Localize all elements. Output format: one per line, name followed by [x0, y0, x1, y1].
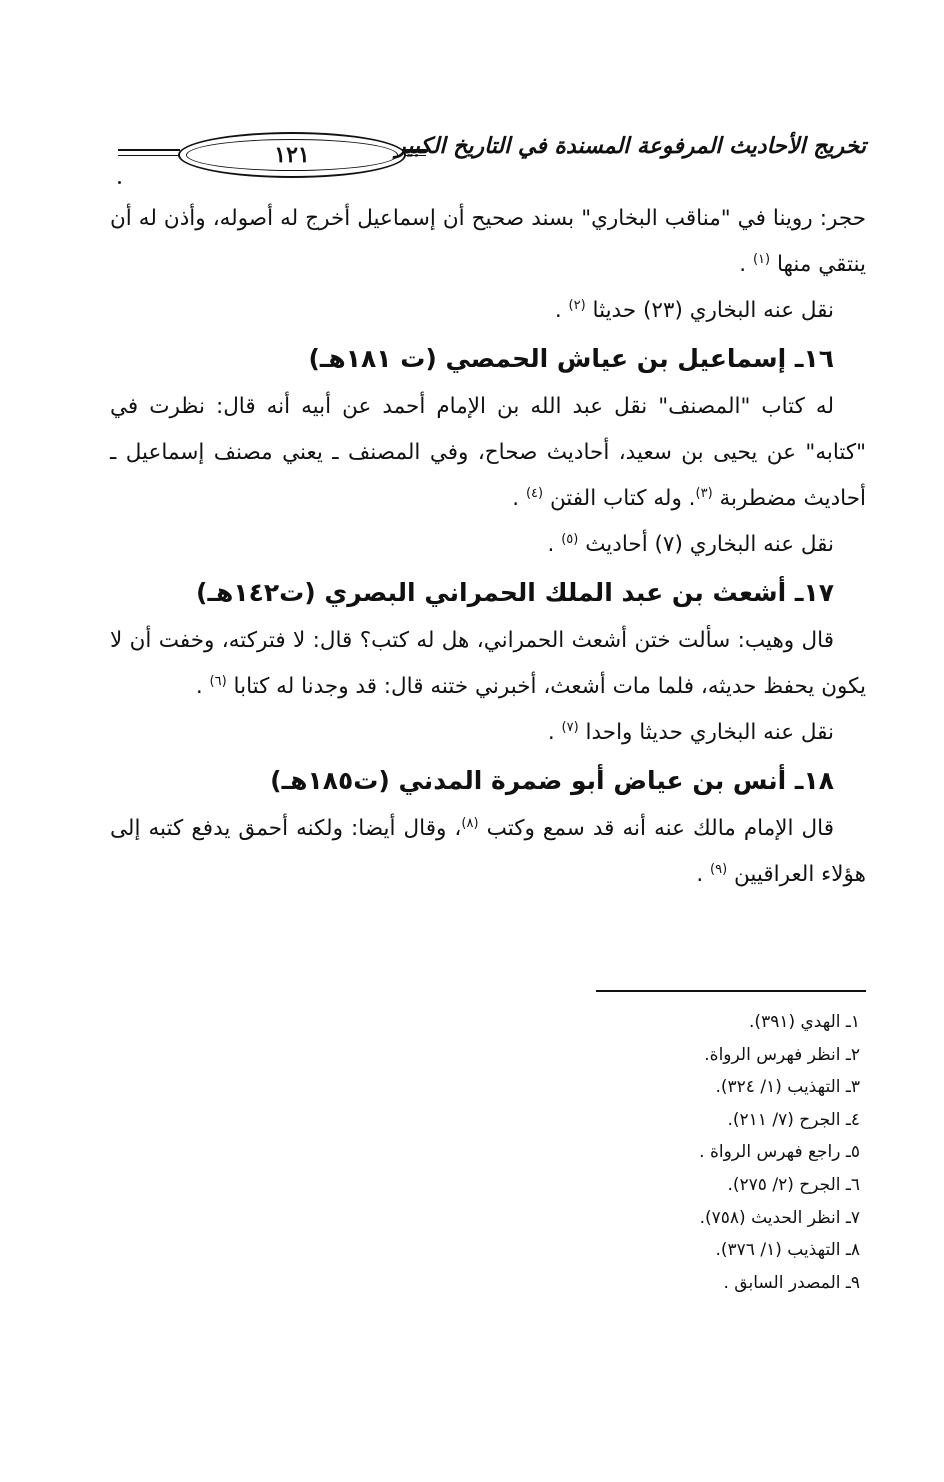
paragraph-text: قال الإمام مالك عنه أنه قد سمع وكتب	[486, 816, 834, 841]
margin-dot	[118, 181, 121, 184]
paragraph-text: قال وهيب: سألت ختن أشعث الحمراني، هل له كتب؟ قال: لا فتركته، وخفت أن لا يكون يحفظ حديثه، فلما مات أشعث، أخبرني ختنه قال: قد وجدنا له كتابا	[110, 628, 866, 699]
footnote-item: ٦ـ الجرح (٢/ ٢٧٥).	[727, 1174, 860, 1195]
footnote-item: ٨ـ التهذيب (١/ ٣٧٦).	[715, 1240, 860, 1261]
paragraph-anas	[110, 806, 866, 898]
footnote-ref[interactable]: (٣)	[695, 485, 713, 501]
footnote-separator	[596, 990, 866, 992]
footnote-ref[interactable]: (٦)	[209, 673, 227, 689]
main-text	[110, 196, 866, 898]
page-number-oval	[178, 132, 406, 178]
footnote-ref[interactable]: (٤)	[525, 485, 544, 501]
paragraph-end: .	[696, 862, 704, 887]
paragraph-text: ، وقال أيضا: ولكنه أحمق يدفع كتبه إلى هؤلاء العراقيين	[110, 816, 866, 887]
section-heading-17: ١٧ـ أشعث بن عبد الملك الحمراني البصري (ت١٤٢هـ)	[196, 578, 834, 607]
paragraph-end: .	[554, 298, 562, 323]
section-heading-16: ١٦ـ إسماعيل بن عياش الحمصي (ت ١٨١هـ)	[308, 344, 834, 373]
footnote-ref[interactable]: (٧)	[561, 719, 579, 735]
paragraph-ismail	[110, 384, 866, 522]
footnote-item: ٧ـ انظر الحديث (٧٥٨).	[699, 1207, 860, 1228]
footnote-ref[interactable]: (١)	[752, 251, 771, 267]
paragraph-count-2	[110, 522, 866, 568]
paragraph-count-3	[110, 710, 866, 756]
page-number: ١٢١	[186, 139, 398, 171]
paragraph-text: له كتاب "المصنف" نقل عبد الله بن الإمام أحمد عن أبيه أنه قال: نظرت في "كتابه" عن يحيى بن سعيد، أحاديث صحاح، وفي المصنف ـ يعني مصنف إسماعيل ـ أحاديث مضطربة	[110, 394, 866, 511]
paragraph-count-1	[110, 288, 866, 334]
paragraph-end: .	[547, 532, 555, 557]
footnote-ref[interactable]: (٥)	[561, 531, 579, 547]
paragraph-text: نقل عنه البخاري (٢٣) حديثا	[592, 298, 834, 323]
footnote-item: ٢ـ انظر فهرس الرواة.	[704, 1044, 860, 1065]
page-header	[118, 128, 866, 176]
footnote-item: ٣ـ التهذيب (١/ ٣٢٤).	[715, 1077, 860, 1098]
paragraph-text: نقل عنه البخاري حديثا واحدا	[585, 720, 834, 745]
paragraph-end: .	[512, 486, 520, 511]
footnote-item: ٩ـ المصدر السابق .	[723, 1272, 860, 1293]
paragraph-ashath	[110, 618, 866, 710]
header-rule-left	[118, 149, 180, 151]
paragraph-end: .	[739, 252, 747, 277]
paragraph-text: نقل عنه البخاري (٧) أحاديث	[585, 532, 834, 557]
footnote-ref[interactable]: (٩)	[710, 861, 728, 877]
header-rule-left-thin	[118, 155, 180, 156]
footnotes-list	[699, 1006, 860, 1299]
paragraph-text: حجر: روينا في "مناقب البخاري" بسند صحيح أن إسماعيل أخرج له أصوله، وأذن له أن ينتقي منها	[110, 206, 866, 277]
paragraph-intro	[110, 196, 866, 288]
paragraph-end: .	[195, 674, 203, 699]
section-heading-18: ١٨ـ أنس بن عياض أبو ضمرة المدني (ت١٨٥هـ)	[270, 766, 834, 795]
paragraph-end: .	[547, 720, 555, 745]
paragraph-text: . وله كتاب الفتن	[549, 486, 696, 511]
footnote-ref[interactable]: (٢)	[568, 297, 586, 313]
footnote-item: ٤ـ الجرح (٧/ ٢١١).	[727, 1109, 860, 1130]
footnote-item: ٥ـ راجع فهرس الرواة .	[699, 1142, 860, 1163]
footnote-item: ١ـ الهدي (٣٩١).	[749, 1012, 860, 1032]
running-title: تخريج الأحاديث المرفوعة المسندة في التاريخ الكبير	[395, 134, 866, 159]
footnote-ref[interactable]: (٨)	[461, 815, 479, 831]
